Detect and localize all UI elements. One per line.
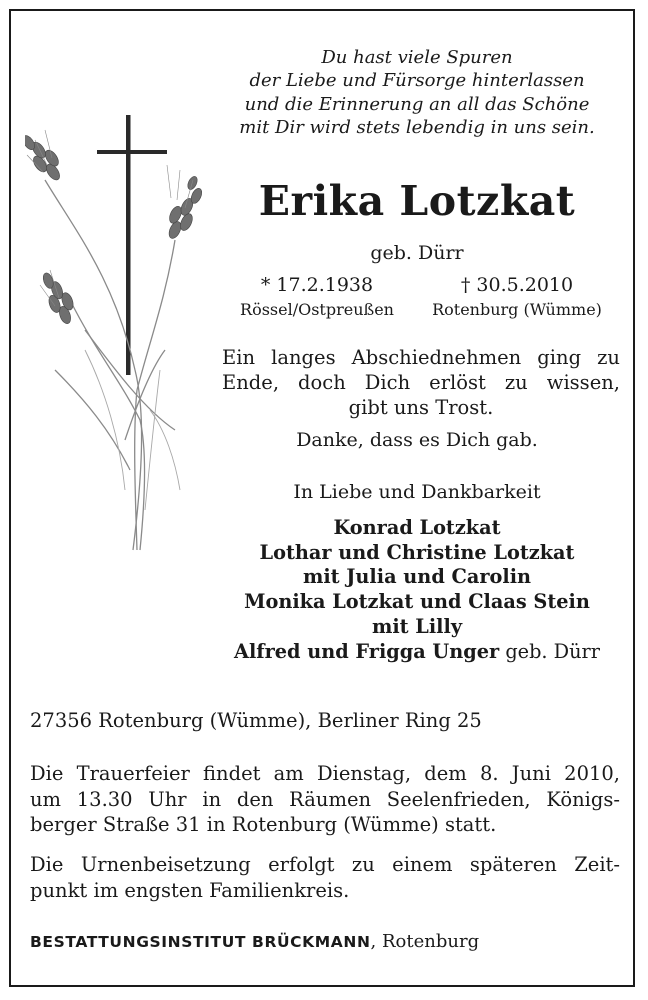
mourner-name: Alfred und Frigga Unger (234, 639, 500, 663)
mourner-maiden-name: geb. Dürr (505, 639, 600, 663)
verse-line: und die Erinnerung an all das Schöne (244, 93, 590, 115)
thanks-line: Danke, dass es Dich gab. (296, 429, 538, 451)
undertaker-name: BESTATTUNGSINSTITUT BRÜCKMANN (30, 933, 371, 951)
death-place: Rotenburg (Wümme) (432, 300, 602, 319)
family-address: 27356 Rotenburg (Wümme), Berliner Ring 25 (30, 709, 482, 732)
service-line: Die Trauerfeier findet am Dienstag, dem 8. Juni 2010, (30, 762, 620, 785)
maiden-name: geb. Dürr (370, 242, 464, 264)
memorial-verse (222, 46, 612, 139)
farewell-line: gibt uns Trost. (348, 395, 494, 419)
urn-line: Die Urnenbeisetzung erfolgt zu einem späteren Zeit- (30, 853, 620, 876)
farewell-text (222, 346, 620, 420)
verse-line: der Liebe und Fürsorge hinterlassen (249, 70, 585, 92)
service-line: um 13.30 Uhr in den Räumen Seelenfrieden, Königs- (30, 787, 620, 811)
mourner: mit Julia und Carolin (302, 565, 532, 589)
birth-place: Rössel/Ostpreußen (240, 300, 394, 319)
mourner: Monika Lotzkat und Claas Stein (244, 590, 590, 614)
birth-date: * 17.2.1938 (260, 274, 374, 296)
undertaker-credit (30, 929, 620, 955)
farewell-line: Ein langes Abschiednehmen ging zu (222, 346, 620, 369)
verse-line: Du hast viele Spuren (321, 47, 513, 68)
love-line: In Liebe und Dankbarkeit (293, 481, 541, 503)
deceased-name: Erika Lotzkat (258, 177, 576, 225)
mourner: Lothar und Christine Lotzkat (259, 540, 575, 564)
funeral-service-text (30, 761, 620, 838)
undertaker-town: , Rotenburg (370, 931, 480, 952)
verse-line: mit Dir wird stets lebendig in uns sein. (239, 116, 595, 138)
death-date: † 30.5.2010 (460, 274, 574, 296)
urn-burial-text (30, 852, 620, 903)
mourner: Konrad Lotzkat (333, 516, 501, 539)
cross-with-wheat-icon (25, 110, 210, 555)
mourner: mit Lilly (371, 614, 463, 638)
urn-line: punkt im engsten Familienkreis. (30, 878, 350, 902)
service-line: berger Straße 31 in Rotenburg (Wümme) statt. (30, 813, 497, 836)
farewell-line: Ende, doch Dich erlöst zu wissen, (222, 370, 620, 394)
mourners-list (212, 516, 622, 664)
mourner (212, 640, 622, 665)
